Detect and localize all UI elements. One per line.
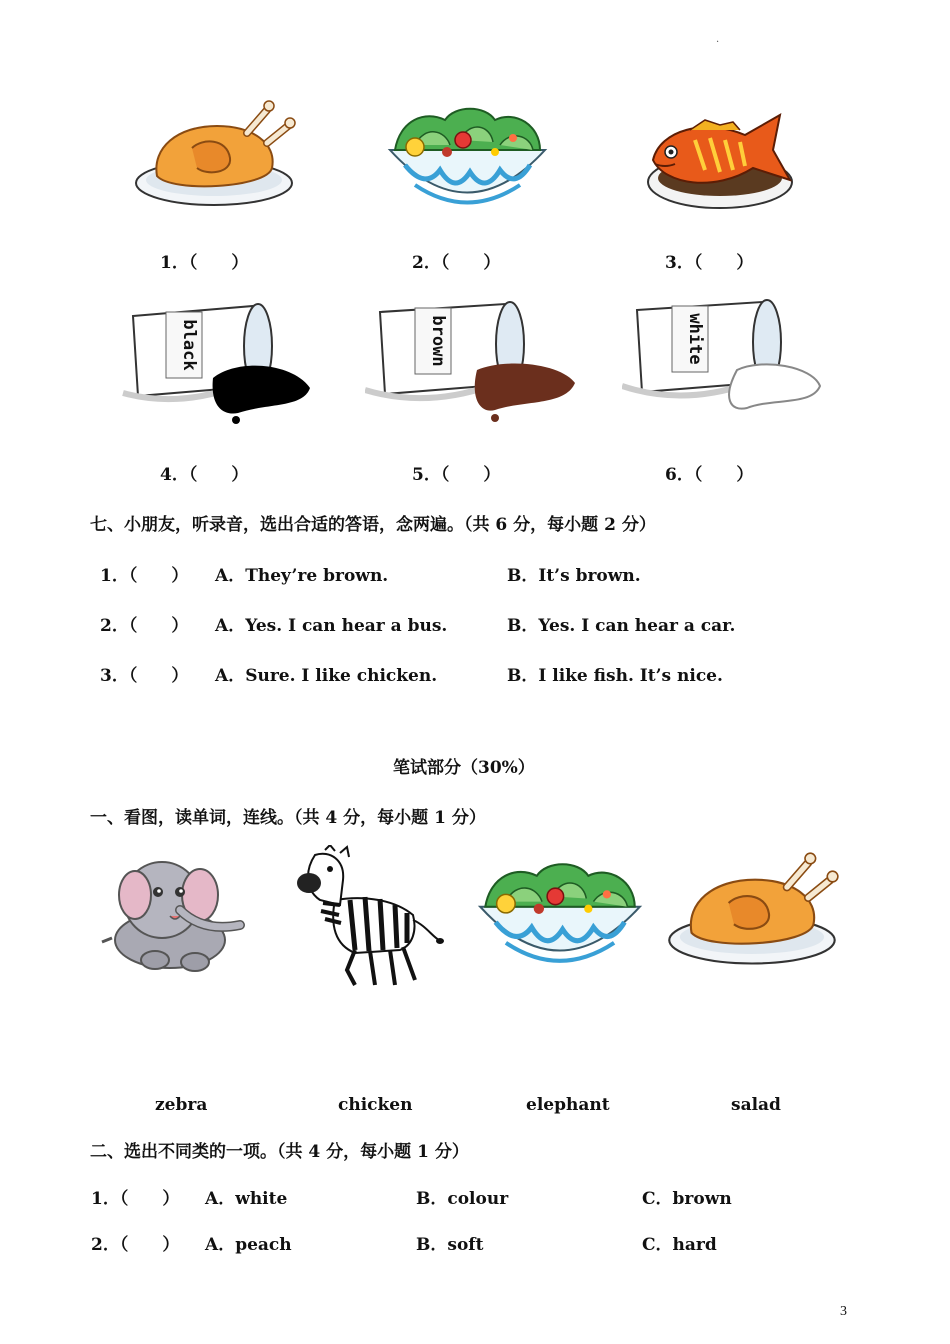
section7-q1-b: B．It’s brown. — [507, 566, 641, 586]
section7-q2-a: A．Yes. I can hear a bus. — [215, 616, 448, 636]
match-word-2: chicken — [338, 1095, 413, 1115]
section7-q2-b: B．Yes. I can hear a car. — [507, 616, 736, 636]
paint-can-text: brown — [428, 315, 448, 367]
roast-chicken-icon — [132, 98, 297, 213]
section2-q1-num: 1．（ ） — [91, 1189, 180, 1209]
section7-q3-b: B．I like fish. It’s nice. — [507, 666, 723, 686]
match-word-1: zebra — [155, 1095, 208, 1115]
match-word-3: elephant — [526, 1095, 610, 1115]
section7-q2-num: 2．（ ） — [100, 616, 189, 636]
paint-can-white-icon — [622, 298, 822, 428]
section2-q2-a: A．peach — [205, 1235, 292, 1255]
section7-q3-num: 3．（ ） — [100, 666, 189, 686]
paint-label-5: 5．（ ） — [412, 465, 501, 485]
food-label-3: 3．（ ） — [665, 253, 754, 273]
section2-title: 二、选出不同类的一项。（共 4 分，每小题 1 分） — [90, 1142, 469, 1162]
food-label-1: 1．（ ） — [160, 253, 249, 273]
paint-label-6: 6．（ ） — [665, 465, 754, 485]
salad-bowl-icon — [475, 855, 645, 977]
section7-q3-a: A．Sure. I like chicken. — [215, 666, 438, 686]
page-number: 3 — [840, 1304, 847, 1319]
salad-bowl-icon — [385, 100, 550, 218]
roast-chicken-icon — [665, 850, 840, 972]
section2-q1-c: C．brown — [642, 1189, 732, 1209]
section7-title: 七、小朋友，听录音，选出合适的答语，念两遍。（共 6 分，每小题 2 分） — [90, 515, 656, 535]
section7-q1-num: 1．（ ） — [100, 566, 189, 586]
food-label-2: 2．（ ） — [412, 253, 501, 273]
zebra-icon — [295, 845, 445, 995]
fish-plate-icon — [645, 100, 795, 215]
paint-can-brown-icon — [365, 298, 575, 428]
section1-title: 一、看图，读单词，连线。（共 4 分，每小题 1 分） — [90, 808, 486, 828]
paint-can-black-icon — [118, 298, 318, 428]
paint-can-text: white — [685, 313, 705, 365]
elephant-icon — [100, 850, 250, 975]
match-word-4: salad — [731, 1095, 781, 1115]
section2-q2-num: 2．（ ） — [91, 1235, 180, 1255]
section2-q1-b: B．colour — [416, 1189, 509, 1209]
paint-can-text: black — [179, 319, 199, 371]
section7-q1-a: A．They’re brown. — [215, 566, 389, 586]
section2-q1-a: A．white — [205, 1189, 288, 1209]
section2-q2-b: B．soft — [416, 1235, 484, 1255]
top-mark: . — [716, 34, 720, 45]
written-part-title: 笔试部分（30%） — [393, 758, 535, 778]
section2-q2-c: C．hard — [642, 1235, 717, 1255]
paint-label-4: 4．（ ） — [160, 465, 249, 485]
